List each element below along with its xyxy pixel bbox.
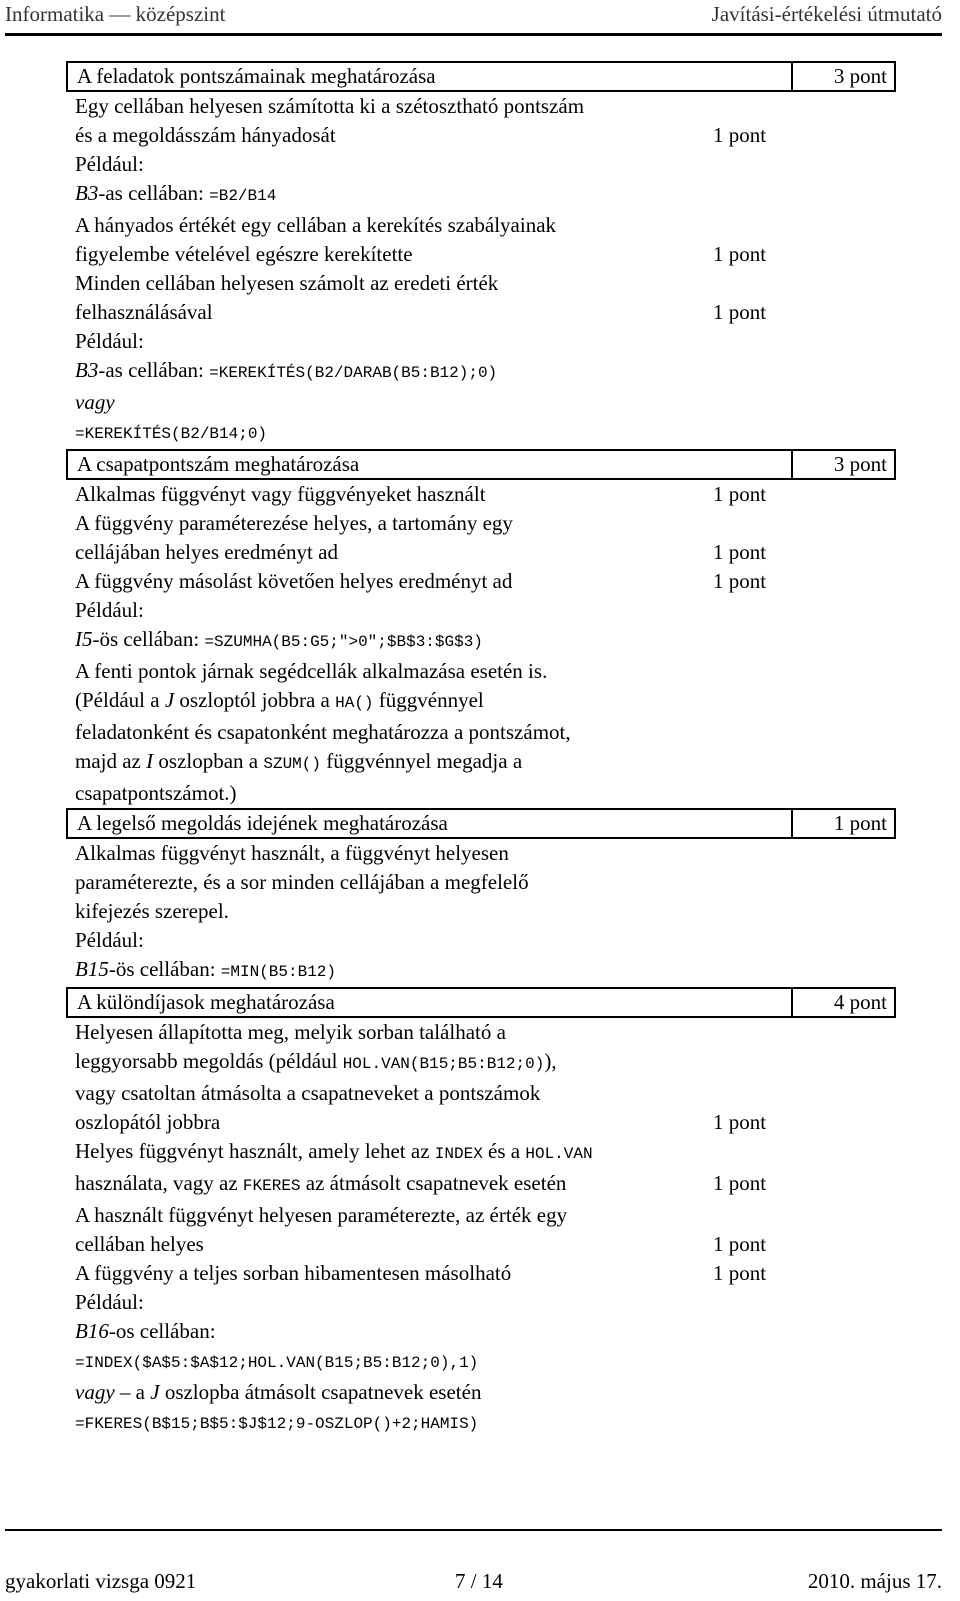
line-text: Például: bbox=[75, 1290, 144, 1314]
header-subject: Informatika — középszint bbox=[5, 2, 226, 26]
criteria-text bbox=[66, 870, 529, 894]
italic-term: J bbox=[150, 1380, 160, 1404]
line-text: feladatonként és csapatonként meghatározza a pontszámot, bbox=[75, 720, 571, 744]
line-text: (Például a bbox=[75, 688, 165, 712]
page-header bbox=[5, 0, 942, 40]
criteria-text bbox=[66, 94, 584, 118]
criteria-text bbox=[66, 419, 267, 443]
italic-term: vagy bbox=[75, 390, 115, 414]
line-text: Alkalmas függvényt használt, a függvényt helyesen bbox=[75, 841, 509, 865]
criteria-text bbox=[66, 1110, 220, 1134]
formula-code: =B2/B14 bbox=[209, 187, 277, 205]
criteria-line bbox=[66, 327, 896, 356]
criteria-points: 1 pont bbox=[713, 1232, 767, 1256]
criteria-line bbox=[66, 1378, 896, 1407]
criteria-line bbox=[66, 1407, 896, 1439]
criteria-line bbox=[66, 538, 896, 567]
criteria-text bbox=[66, 1139, 593, 1163]
line-text: -as cellában: bbox=[98, 181, 210, 205]
line-text: A függvény paraméterezése helyes, a tartomány egy bbox=[75, 511, 513, 535]
line-text: majd az bbox=[75, 749, 147, 773]
criteria-text bbox=[66, 1232, 204, 1256]
line-text: csapatpontszámot.) bbox=[75, 781, 237, 805]
section-title: A különdíjasok meghatározása bbox=[77, 990, 335, 1014]
criteria-line bbox=[66, 897, 896, 926]
criteria-points: 1 pont bbox=[713, 242, 767, 266]
criteria-line bbox=[66, 1047, 896, 1079]
line-text: függvénnyel megadja a bbox=[320, 749, 523, 773]
line-text: az átmásolt csapatnevek esetén bbox=[300, 1171, 567, 1195]
line-text: függvénnyel bbox=[373, 688, 484, 712]
line-text: kifejezés szerepel. bbox=[75, 899, 229, 923]
line-text: cellájában helyes eredményt ad bbox=[75, 540, 338, 564]
criteria-line bbox=[66, 1230, 896, 1259]
line-text: -ös cellában: bbox=[92, 627, 205, 651]
line-text: ), bbox=[544, 1049, 557, 1073]
criteria-points: 1 pont bbox=[713, 1261, 767, 1285]
line-text: A fenti pontok járnak segédcellák alkalmazása esetén is. bbox=[75, 659, 548, 683]
formula-code: =FKERES(B$15;B$5:$J$12;9-OSZLOP()+2;HAMIS) bbox=[75, 1415, 479, 1433]
criteria-line bbox=[66, 179, 896, 211]
criteria-line bbox=[66, 1169, 896, 1201]
formula-code: HOL.VAN(B15;B5:B12;0) bbox=[342, 1055, 545, 1073]
section-points: 3 pont bbox=[833, 452, 887, 476]
footer-page-number: 7 / 14 bbox=[455, 1569, 503, 1593]
criteria-text bbox=[66, 781, 237, 805]
formula-code: =KEREKÍTÉS(B2/DARAB(B5:B12);0) bbox=[209, 364, 498, 382]
criteria-line bbox=[66, 480, 896, 509]
criteria-line bbox=[66, 269, 896, 298]
line-text: paraméterezte, és a sor minden cellájában a megfelelő bbox=[75, 870, 529, 894]
criteria-line bbox=[66, 1018, 896, 1047]
line-text: oszlopba átmásolt csapatnevek esetén bbox=[159, 1380, 482, 1404]
formula-code: =MIN(B5:B12) bbox=[220, 963, 336, 981]
criteria-line bbox=[66, 567, 896, 596]
criteria-text bbox=[66, 1171, 566, 1195]
italic-term: I bbox=[146, 749, 154, 773]
criteria-text bbox=[66, 1261, 511, 1285]
criteria-line bbox=[66, 121, 896, 150]
criteria-line bbox=[66, 1108, 896, 1137]
criteria-text bbox=[66, 569, 512, 593]
page-footer bbox=[5, 1529, 942, 1593]
criteria-text bbox=[66, 1081, 540, 1105]
line-text: leggyorsabb megoldás (például bbox=[75, 1049, 343, 1073]
criteria-line bbox=[66, 686, 896, 718]
criteria-line bbox=[66, 868, 896, 897]
criteria-text bbox=[66, 213, 556, 237]
criteria-text bbox=[66, 899, 229, 923]
criteria-line bbox=[66, 356, 896, 388]
section-title: A feladatok pontszámainak meghatározása bbox=[77, 64, 436, 88]
criteria-text bbox=[66, 271, 498, 295]
criteria-text bbox=[66, 181, 276, 205]
criteria-text bbox=[66, 841, 509, 865]
criteria-text bbox=[66, 1319, 216, 1343]
criteria-text bbox=[66, 1049, 557, 1073]
line-text: használata, vagy az bbox=[75, 1171, 243, 1195]
criteria-text bbox=[66, 358, 497, 382]
formula-code: INDEX bbox=[434, 1145, 483, 1163]
italic-term: B3 bbox=[75, 358, 99, 382]
section-header bbox=[66, 61, 896, 92]
section-header bbox=[66, 808, 896, 839]
italic-term: vagy bbox=[75, 1380, 115, 1404]
italic-term: B16 bbox=[75, 1319, 109, 1343]
criteria-points: 1 pont bbox=[713, 1171, 767, 1195]
section-header bbox=[66, 987, 896, 1018]
criteria-line bbox=[66, 388, 896, 417]
italic-term: I5 bbox=[75, 627, 93, 651]
line-text: oszloptól jobbra a bbox=[174, 688, 336, 712]
criteria-text bbox=[66, 482, 486, 506]
criteria-line bbox=[66, 955, 896, 987]
line-text: Egy cellában helyesen számította ki a szétosztható pontszám bbox=[75, 94, 585, 118]
criteria-line bbox=[66, 1201, 896, 1230]
criteria-line bbox=[66, 1137, 896, 1169]
criteria-text bbox=[66, 540, 338, 564]
formula-code: =SZUMHA(B5:G5;">0";$B$3:$G$3) bbox=[204, 633, 483, 651]
criteria-line bbox=[66, 1317, 896, 1346]
line-text: felhasználásával bbox=[75, 300, 213, 324]
line-text: A használt függvényt helyesen paraméterezte, az érték egy bbox=[75, 1203, 568, 1227]
line-text: -os cellában: bbox=[108, 1319, 216, 1343]
criteria-line bbox=[66, 926, 896, 955]
criteria-text bbox=[66, 1409, 478, 1433]
criteria-points: 1 pont bbox=[713, 540, 767, 564]
italic-term: B3 bbox=[75, 181, 99, 205]
criteria-text bbox=[66, 688, 484, 712]
criteria-text bbox=[66, 390, 115, 414]
criteria-text bbox=[66, 1380, 481, 1404]
section-points: 4 pont bbox=[833, 990, 887, 1014]
criteria-line bbox=[66, 211, 896, 240]
criteria-text bbox=[66, 152, 144, 176]
criteria-line bbox=[66, 625, 896, 657]
formula-code: =INDEX($A$5:$A$12;HOL.VAN(B15;B5:B12;0),1) bbox=[75, 1354, 479, 1372]
criteria-points: 1 pont bbox=[713, 569, 767, 593]
criteria-line bbox=[66, 1259, 896, 1288]
criteria-text bbox=[66, 329, 144, 353]
criteria-line bbox=[66, 298, 896, 327]
criteria-points: 1 pont bbox=[713, 300, 767, 324]
footer-rule bbox=[5, 1529, 942, 1531]
criteria-text bbox=[66, 242, 413, 266]
header-doc-type: Javítási-értékelési útmutató bbox=[711, 2, 942, 26]
line-text: – a bbox=[114, 1380, 151, 1404]
criteria-text bbox=[66, 123, 336, 147]
criteria-text bbox=[66, 749, 522, 773]
criteria-line bbox=[66, 657, 896, 686]
criteria-line bbox=[66, 596, 896, 625]
line-text: és a megoldásszám hányadosát bbox=[75, 123, 336, 147]
criteria-text bbox=[66, 720, 571, 744]
line-text: cellában helyes bbox=[75, 1232, 204, 1256]
line-text: A függvény a teljes sorban hibamentesen másolható bbox=[75, 1261, 512, 1285]
section-points: 1 pont bbox=[833, 811, 887, 835]
criteria-text bbox=[66, 300, 213, 324]
criteria-text bbox=[66, 659, 547, 683]
line-text: Például: bbox=[75, 329, 144, 353]
section-divider bbox=[791, 449, 793, 480]
criteria-points: 1 pont bbox=[713, 123, 767, 147]
criteria-points: 1 pont bbox=[713, 482, 767, 506]
grading-content bbox=[66, 61, 896, 1439]
criteria-text bbox=[66, 511, 513, 535]
criteria-line bbox=[66, 1346, 896, 1378]
italic-term: B15 bbox=[75, 957, 109, 981]
line-text: vagy csatoltan átmásolta a csapatneveket a pontszámok bbox=[75, 1081, 541, 1105]
line-text: Helyesen állapította meg, melyik sorban található a bbox=[75, 1020, 506, 1044]
criteria-text bbox=[66, 928, 144, 952]
line-text: -ös cellában: bbox=[108, 957, 221, 981]
line-text: Például: bbox=[75, 928, 144, 952]
header-rule bbox=[5, 33, 942, 36]
formula-code: SZUM() bbox=[263, 755, 321, 773]
line-text: oszlopától jobbra bbox=[75, 1110, 221, 1134]
criteria-line bbox=[66, 718, 896, 747]
footer-date: 2010. május 17. bbox=[807, 1569, 942, 1593]
criteria-text bbox=[66, 598, 144, 622]
line-text: -as cellában: bbox=[98, 358, 210, 382]
footer-exam: gyakorlati vizsga 0921 bbox=[5, 1569, 197, 1593]
line-text: A függvény másolást követően helyes eredményt ad bbox=[75, 569, 513, 593]
criteria-line bbox=[66, 1288, 896, 1317]
criteria-line bbox=[66, 779, 896, 808]
section-header bbox=[66, 449, 896, 480]
section-divider bbox=[791, 987, 793, 1018]
section-title: A csapatpontszám meghatározása bbox=[77, 452, 360, 476]
criteria-text bbox=[66, 1203, 567, 1227]
criteria-text bbox=[66, 627, 483, 651]
line-text: Alkalmas függvényt vagy függvényeket használt bbox=[75, 482, 486, 506]
line-text: Helyes függvényt használt, amely lehet az bbox=[75, 1139, 435, 1163]
line-text: figyelembe vételével egészre kerekítette bbox=[75, 242, 413, 266]
section-divider bbox=[791, 808, 793, 839]
line-text: A hányados értékét egy cellában a kerekítés szabályainak bbox=[75, 213, 557, 237]
criteria-text bbox=[66, 1348, 478, 1372]
criteria-line bbox=[66, 1079, 896, 1108]
formula-code: HOL.VAN bbox=[525, 1145, 593, 1163]
criteria-line bbox=[66, 747, 896, 779]
formula-code: HA() bbox=[335, 694, 374, 712]
line-text: Például: bbox=[75, 598, 144, 622]
criteria-line bbox=[66, 92, 896, 121]
italic-term: J bbox=[164, 688, 175, 712]
criteria-line bbox=[66, 240, 896, 269]
line-text: és a bbox=[482, 1139, 526, 1163]
criteria-text bbox=[66, 1290, 144, 1314]
line-text: oszlopban a bbox=[153, 749, 264, 773]
line-text: Például: bbox=[75, 152, 144, 176]
criteria-text bbox=[66, 957, 336, 981]
formula-code: =KEREKÍTÉS(B2/B14;0) bbox=[75, 425, 268, 443]
criteria-line bbox=[66, 509, 896, 538]
criteria-line bbox=[66, 417, 896, 449]
criteria-points: 1 pont bbox=[713, 1110, 767, 1134]
line-text: Minden cellában helyesen számolt az eredeti érték bbox=[75, 271, 499, 295]
criteria-text bbox=[66, 1020, 506, 1044]
criteria-line bbox=[66, 839, 896, 868]
section-points: 3 pont bbox=[833, 64, 887, 88]
criteria-line bbox=[66, 150, 896, 179]
section-title: A legelső megoldás idejének meghatározása bbox=[77, 811, 448, 835]
formula-code: FKERES bbox=[242, 1177, 301, 1195]
section-divider bbox=[791, 61, 793, 92]
